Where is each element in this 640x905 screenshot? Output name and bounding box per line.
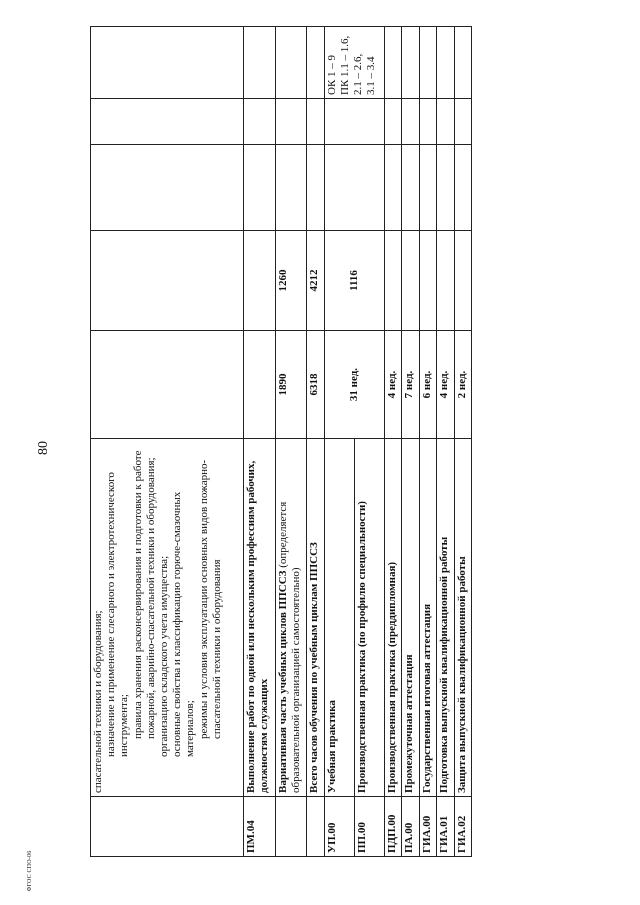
variative-note: (определяется образовательной организацией самостоятельно): [276, 501, 302, 793]
cell-weeks: 2 нед.: [454, 331, 471, 439]
cell-max: 1890: [275, 331, 307, 439]
competency-line: 3.1 – 3.4: [365, 56, 378, 95]
cell-hours: 1116: [324, 231, 384, 331]
cell-weeks: 7 нед.: [402, 331, 419, 439]
cell-name: [275, 439, 307, 797]
cell-name: [91, 439, 244, 797]
cell-weeks: 4 нед.: [437, 331, 454, 439]
table-row-variative: [275, 27, 307, 857]
pm04-text-line: основные свойства и классификацию горюче-смазочных материалов;: [171, 491, 197, 757]
pm04-text-line: правила хранения расконсервирования и подготовки к работе пожарной, аварийно-спасательной техники и оборудования;: [131, 450, 157, 739]
cell-name: Промежуточная аттестация: [402, 439, 419, 797]
cell-code: [91, 797, 244, 857]
table-row-gia02: [454, 27, 471, 857]
table-row-pm04-continuation: [91, 27, 244, 857]
cell-code: ПМ.04: [244, 797, 276, 857]
page-number: 80: [36, 441, 51, 455]
competency-line: ПК 1.1 – 1.6,: [338, 35, 351, 95]
pm04-text-line: спасательной техники и оборудования;: [92, 610, 104, 793]
cell-hours: 1260: [275, 231, 307, 331]
table-row-gia01: [437, 27, 454, 857]
table-row-up: [324, 27, 354, 857]
cell-competencies: [324, 27, 384, 99]
pm04-text-line: организацию складского учета имущества;: [157, 555, 170, 757]
table-row-pa: [402, 27, 419, 857]
cell-max: 6318: [307, 331, 324, 439]
table-container: [90, 27, 472, 857]
cell-code: ПП.00: [354, 797, 384, 857]
cell-name: Всего часов обучения по учебным циклам ППССЗ: [307, 439, 324, 797]
cell-code: УП.00: [324, 797, 354, 857]
curriculum-table: [90, 26, 472, 857]
cell-weeks: 31 нед.: [324, 331, 384, 439]
cell-hours: 4212: [307, 231, 324, 331]
cell-name: Государственная итоговая аттестация: [419, 439, 436, 797]
cell-name: Выполнение работ по одной или нескольким профессиям рабочих, должностям служащих: [244, 439, 276, 797]
table-row-total: [307, 27, 324, 857]
cell-code: ПДП.00: [384, 797, 401, 857]
footer-code: ФГОС СПО-06: [27, 850, 33, 892]
cell-code: ГИА.01: [437, 797, 454, 857]
cell-weeks: 4 нед.: [384, 331, 401, 439]
competency-line: 2.1 – 2.6,: [352, 53, 365, 95]
cell-weeks: 6 нед.: [419, 331, 436, 439]
cell-code: [275, 797, 307, 857]
cell-code: ГИА.02: [454, 797, 471, 857]
competency-line: ОК 1 – 9: [325, 54, 338, 95]
cell-name: Защита выпускной квалификационной работы: [454, 439, 471, 797]
cell-name: Подготовка выпускной квалификационной работы: [437, 439, 454, 797]
variative-title: Вариативная часть учебных циклов ППССЗ: [276, 570, 289, 793]
pm04-text-line: назначение и применение слесарного и электротехнического инструмента;: [105, 472, 131, 757]
cell-name: Производственная практика (по профилю специальности): [354, 439, 384, 797]
table-row-pdp: [384, 27, 401, 857]
cell-code: ПА.00: [402, 797, 419, 857]
cell-name: Производственная практика (преддипломная): [384, 439, 401, 797]
cell-code: ГИА.00: [419, 797, 436, 857]
table-row-gia: [419, 27, 436, 857]
cell-name: Учебная практика: [324, 439, 354, 797]
cell-code: [307, 797, 324, 857]
curriculum-table-rotated: [90, 27, 472, 857]
table-row-pm04: [244, 27, 276, 857]
pm04-text-line: режимы и условия эксплуатации основных видов пожарно-спасательной техники и оборудования: [197, 459, 223, 739]
